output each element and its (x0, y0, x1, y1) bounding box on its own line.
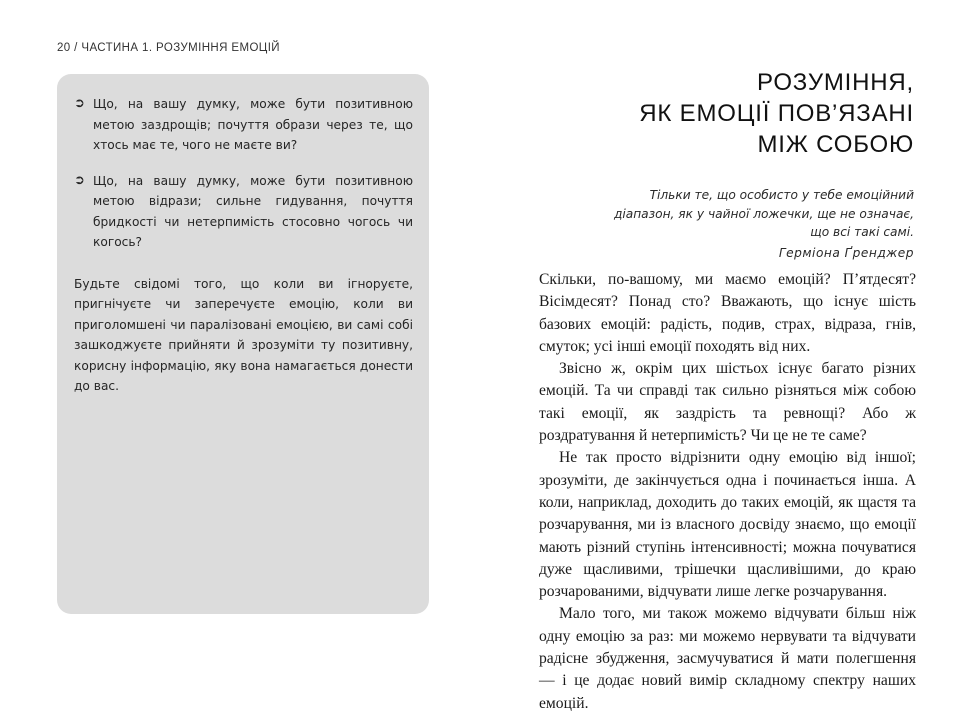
body-paragraph: Звісно ж, окрім цих шістьох існує багато різних емоцій. Та чи справді так сильно різняться між собою такі емоції, як заздрість та ревнощі? Або ж роздратування й нетерпимість? Чи це не те саме? (539, 360, 916, 445)
title-line: РОЗУМІННЯ, (757, 69, 914, 96)
epigraph (594, 186, 914, 262)
arrow-icon: ➲ (74, 96, 85, 111)
epigraph-quote: Тільки те, що особисто у тебе емоційний діапазон, як у чайної ложечки, ще не означає, що всі такі самі. (613, 188, 914, 239)
question-item (74, 94, 413, 156)
question-item (74, 171, 413, 253)
body-paragraph: Не так просто відрізнити одну емоцію від іншої; зрозуміти, де закінчується одна і починається інша. А коли, наприклад, доходить до таких емоцій, як щастя та розчарування, ми із власного досвіду знаємо, що емоції мають різний ступінь інтенсивності; можна почуватися дуже щасливими, трішечки щасливішими, до краю розчарованими, відчувати лише легке розчарування. (539, 449, 916, 601)
section-title (639, 67, 914, 160)
sidebar-box (57, 74, 429, 614)
title-line: МІЖ СОБОЮ (757, 131, 914, 158)
arrow-icon: ➲ (74, 172, 85, 188)
epigraph-author: Герміона Ґренджер (778, 245, 914, 260)
body-paragraph: Скільки, по-вашому, ми маємо емоцій? П’ятдесят? Вісімдесят? Понад сто? Вважають, що існує шість базових емоцій: радість, подив, страх, відраза, гнів, смуток; усі інші емоції походять від них. (539, 271, 916, 355)
question-text: Що, на вашу думку, може бути позитивною метою відрази; сильне гидування, почуття бридкості чи нетерпимість стосовно чогось чи когось? (93, 173, 413, 249)
sidebar-note: Будьте свідомі того, що коли ви ігноруєте, пригнічуєте чи заперечуєте емоцію, коли ви приголомшені чи паралізовані емоцією, ви самі собі зашкоджуєте прийняти й зрозуміти ту позитивну, корисну інформацію, яку вона намагається донести до вас. (74, 276, 413, 393)
body-text (539, 269, 916, 715)
body-paragraph: Мало того, ми також можемо відчувати більш ніж одну емоцію за раз: ми можемо нервувати та відчувати радісне збудження, засмучуватися й мати полегшення — і це додає новий вимір складному спектру наших емоцій. (539, 605, 916, 712)
title-line: ЯК ЕМОЦІЇ ПОВ’ЯЗАНІ (639, 100, 914, 127)
question-text: Що, на вашу думку, може бути позитивною метою заздрощів; почуття образи через те, що хтось має те, чого не маєте ви? (93, 97, 413, 152)
running-header: 20 / ЧАСТИНА 1. РОЗУМІННЯ ЕМОЦІЙ (57, 42, 280, 54)
